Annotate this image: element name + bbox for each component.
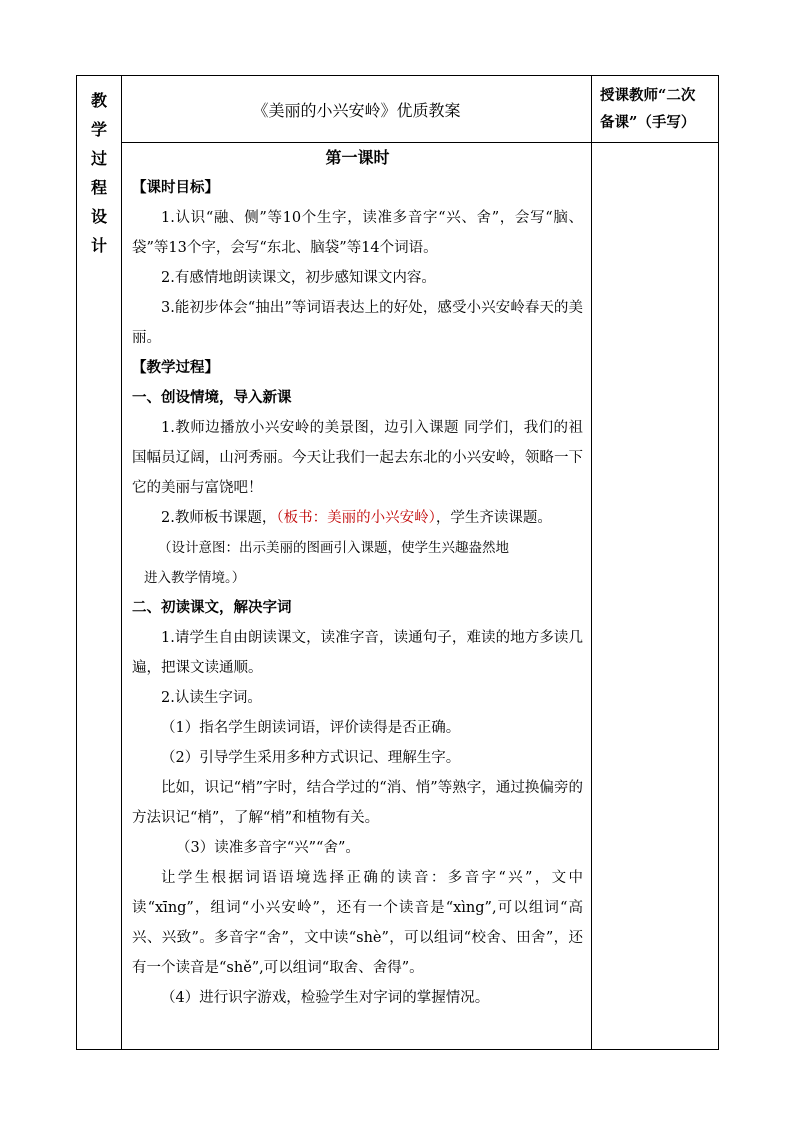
side-label-cell [77,76,122,1050]
lesson-body-cell [122,143,592,1050]
goal-1: 1.认识“融、侧”等10个生字，读准多音字“兴、舍”，会写“脑、袋”等13个字，会写“东北、脑袋”等14个词语。 [132,210,583,256]
section2-sub-1: （1）指名学生朗读词语，评价读得是否正确。 [161,720,461,736]
board-writing: （板书：美丽的小兴安岭） [276,510,436,526]
section2-sub-3: （3）读准多音字“兴”“舍”。 [176,840,360,856]
goal-2: 2.有感情地朗读课文，初步感知课文内容。 [161,270,436,286]
section2-sub-4: （4）进行识字游戏，检验学生对字词的掌握情况。 [161,990,490,1006]
document-title: 《美丽的小兴安岭》优质教案 [252,100,461,120]
lesson-title: 第一课时 [325,148,390,167]
teacher-header-cell [592,76,719,143]
lesson-plan-table [76,75,719,1050]
design-note-line2: 进入教学情境。） [144,570,246,586]
teacher-header-line2: 备课”（手写） [600,114,696,131]
teacher-header-line1: 授课教师“二次 [600,87,696,104]
section1-paragraph-2 [132,503,583,533]
section2-pinyin: 让学生根据词语语境选择正确的读音：多音字“兴”，文中读“xīng”，组词“小兴安岭”，还有一个读音是“xìng”,可以组词“高兴、兴致”。多音字“舍”，文中读“shè”，可以组词“校舍、田舍”，还有一个读音是“shě”,可以组词“取舍、舍得”。 [132,870,583,976]
goals-heading: 【课时目标】 [132,179,219,196]
design-note-line1: （设计意图：出示美丽的图画引入课题，使学生兴趣盎然地 [158,540,509,556]
section2-heading: 二、初读课文，解决字词 [132,599,292,616]
section2-paragraph-1: 1.请学生自由朗读课文，读准字音，读通句子，难读的地方多读几遍，把课文读通顺。 [132,630,583,676]
section2-sub-2: （2）引导学生采用多种方式识记、理解生字。 [161,750,461,766]
board-intro-text: 2.教师板书课题， [161,510,277,526]
section1-paragraph-1: 1.教师边播放小兴安岭的美景图，边引入课题 同学们，我们的祖国幅员辽阔，山河秀丽。今天让我们一起去东北的小兴安岭，领略一下它的美丽与富饶吧！ [132,420,583,496]
board-after-text: ，学生齐读课题。 [435,510,552,526]
process-heading: 【教学过程】 [132,359,219,376]
title-cell [122,76,592,143]
section1-heading: 一、创设情境，导入新课 [132,389,292,406]
teacher-notes-cell[interactable] [592,143,719,1050]
section2-paragraph-2: 2.认读生字词。 [161,690,262,706]
side-label: 教学过程设计 [91,91,108,255]
section2-example: 比如，识记“梢”字时，结合学过的“消、悄”等熟字，通过换偏旁的方法识记“梢”，了解“梢”和植物有关。 [132,780,583,826]
goal-3: 3.能初步体会“抽出”等词语表达上的好处，感受小兴安岭春天的美丽。 [132,300,583,346]
